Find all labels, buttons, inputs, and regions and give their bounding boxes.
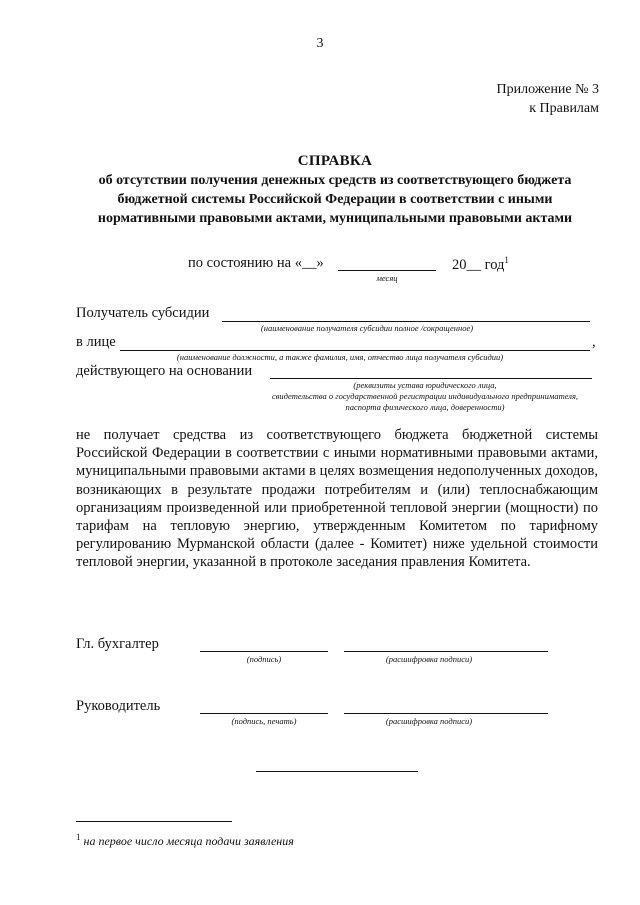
title-line-3: нормативными правовыми актами, муниципальными правовыми актами [97, 211, 573, 226]
month-caption: месяц [376, 273, 398, 283]
head-decode-caption: (расшифровка подписи) [385, 716, 473, 726]
basis-blank-line [270, 378, 592, 379]
as-of-year-text: 20__ год [452, 256, 505, 273]
footnote [76, 832, 294, 849]
accountant-sign-line [200, 651, 328, 652]
recipient-label: Получатель субсидии [76, 305, 210, 321]
page-number: 3 [316, 36, 324, 51]
annex-reference [497, 80, 600, 118]
title-line-2: бюджетной системы Российской Федерации в соответствии с иными [117, 192, 553, 207]
as-of-year [452, 255, 509, 274]
recipient-blank-line [222, 321, 590, 322]
annex-line-1: Приложение № 3 [496, 82, 599, 97]
document-title [70, 152, 600, 228]
basis-caption [250, 380, 600, 413]
head-decode-line [344, 713, 548, 714]
basis-label: действующего на основании [76, 363, 253, 379]
head-label: Руководитель [76, 698, 161, 714]
head-sign-line [200, 713, 328, 714]
as-of-prefix: по состоянию на «__» [188, 255, 324, 271]
footnote-text: на первое число месяца подачи заявления [83, 834, 294, 848]
as-of-footnote-mark: 1 [504, 255, 509, 265]
person-blank-line [120, 350, 590, 351]
person-label: в лице [76, 334, 116, 350]
title-head: СПРАВКА [297, 153, 373, 169]
accountant-sign-caption: (подпись) [246, 654, 282, 664]
person-caption: (наименование должности, а также фамилия, имя, отчество лица получателя субсидии) [176, 352, 504, 362]
accountant-decode-caption: (расшифровка подписи) [385, 654, 473, 664]
annex-line-2: к Правилам [529, 101, 599, 116]
title-line-1: об отсутствии получения денежных средств из соответствующего бюджета [98, 173, 572, 188]
footnote-mark: 1 [76, 832, 81, 842]
person-comma: , [592, 334, 596, 350]
accountant-label: Гл. бухгалтер [76, 636, 159, 652]
closing-separator [256, 771, 418, 772]
head-sign-caption: (подпись, печать) [231, 716, 297, 726]
recipient-caption: (наименование получателя субсидии полное /сокращенное) [260, 323, 474, 333]
basis-caption-line-1: (реквизиты устава юридического лица, [353, 380, 497, 390]
basis-caption-line-3: паспорта физического лица, доверенности) [345, 402, 505, 412]
body-paragraph: не получает средства из соответствующего бюджета бюджетной системы Российской Федерации в соответствии с иными нормативными правовыми актами, муниципальными правовыми актами в целях возмещения недополученных доходов, возникающих в результате продажи потребителям и (или) теплоснабжающим организациям произведенной или приобретенной тепловой энергии (мощности) по тарифам на тепловую энергию, утвержденным Комитетом по тарифному регулированию Мурманской области (далее - Комитет) ниже удельной стоимости тепловой энергии, указанной в протоколе заседания правления Комитета. [76, 427, 598, 571]
accountant-decode-line [344, 651, 548, 652]
month-blank-line [338, 270, 436, 271]
footnote-separator [76, 821, 232, 822]
basis-caption-line-2: свидетельства о государственной регистрации индивидуального предпринимателя, [271, 391, 579, 401]
